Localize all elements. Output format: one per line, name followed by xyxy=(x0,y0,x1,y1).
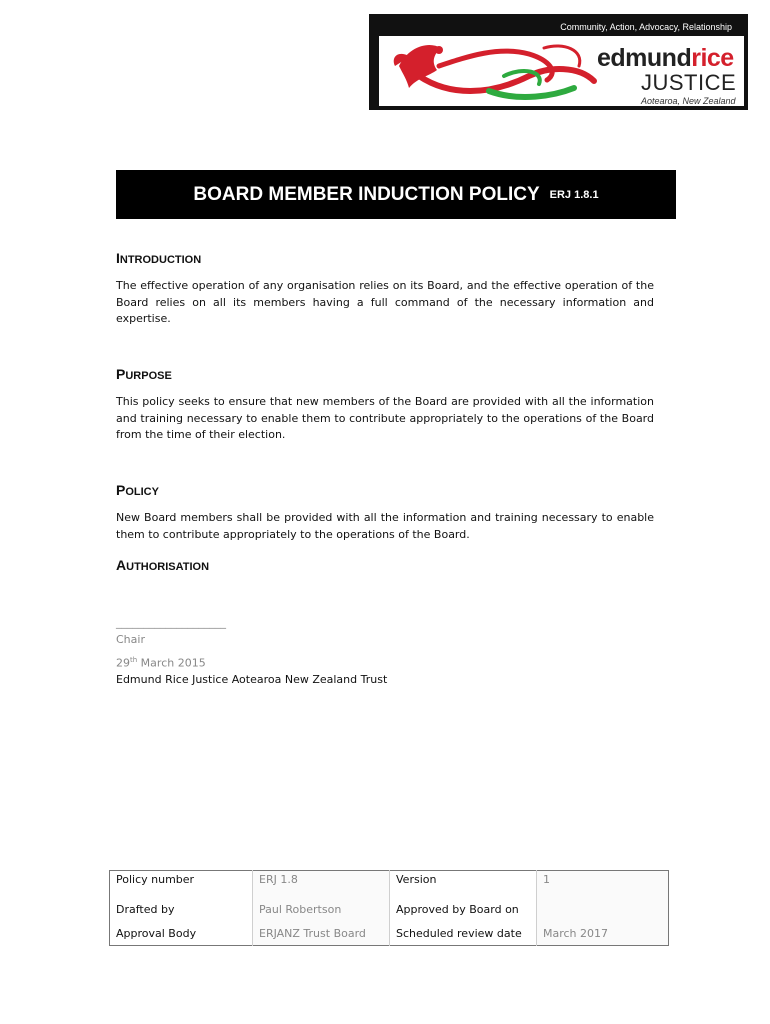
policy-number-label: Policy number xyxy=(116,873,195,886)
logo-tagline: Community, Action, Advocacy, Relationship xyxy=(560,22,732,32)
document-code: ERJ 1.8.1 xyxy=(549,188,599,201)
introduction-heading: INTRODUCTION xyxy=(116,250,202,266)
signature-date-rest: March 2015 xyxy=(137,656,206,670)
organisation-logo xyxy=(369,14,748,110)
logo-wordmark-top xyxy=(597,44,734,73)
signature-line: ____________________ xyxy=(116,616,226,629)
policy-info-table xyxy=(109,870,669,946)
logo-word-edmund: edmund xyxy=(597,44,692,72)
introduction-text: The effective operation of any organisation relies on its Board, and the effective operation of the Board relies on all its members having a full command of the necessary information and expertise. xyxy=(116,279,654,325)
document-title: BOARD MEMBER INDUCTION POLICY xyxy=(193,183,540,205)
purpose-heading: PURPOSE xyxy=(116,366,172,382)
signature-date-day: 29 xyxy=(116,656,130,670)
scheduled-review-value: March 2017 xyxy=(537,921,669,946)
table-row xyxy=(110,871,669,898)
logo-word-rice: rice xyxy=(691,44,734,72)
purpose-text: This policy seeks to ensure that new members of the Board are provided with all the information and training necessary to enable them to contribute appropriately to the operations of the Board from the time of their election. xyxy=(116,395,654,441)
approval-body-value: ERJANZ Trust Board xyxy=(253,921,390,946)
authorisation-heading: AUTHORISATION xyxy=(116,557,210,573)
approval-body-label: Approval Body xyxy=(116,926,197,940)
version-label: Version xyxy=(390,871,537,898)
logo-word-justice: JUSTICE xyxy=(641,70,737,95)
document-title-banner xyxy=(116,170,676,219)
logo-panel xyxy=(379,36,744,106)
table-row xyxy=(110,921,669,946)
approved-by-board-label: Approved by Board on xyxy=(390,897,537,921)
drafted-by-value: Paul Robertson xyxy=(253,897,390,921)
policy-heading: POLICY xyxy=(116,482,159,498)
signature-role: Chair xyxy=(116,633,145,646)
signature-organisation: Edmund Rice Justice Aotearoa New Zealand Trust xyxy=(116,673,388,686)
drafted-by-label: Drafted by xyxy=(116,902,175,916)
table-row xyxy=(110,897,669,921)
signature-date xyxy=(116,656,206,670)
policy-number-value: ERJ 1.8 xyxy=(253,871,390,898)
signature-date-suffix: th xyxy=(130,656,138,664)
policy-text: New Board members shall be provided with all the information and training necessary to enable them to contribute appropriately to the operations of the Board. xyxy=(116,511,654,541)
scheduled-review-label: Scheduled review date xyxy=(390,921,537,946)
version-value: 1 xyxy=(537,871,669,898)
approved-by-board-value xyxy=(537,897,669,921)
logo-subtitle: Aotearoa, New Zealand xyxy=(641,96,736,106)
